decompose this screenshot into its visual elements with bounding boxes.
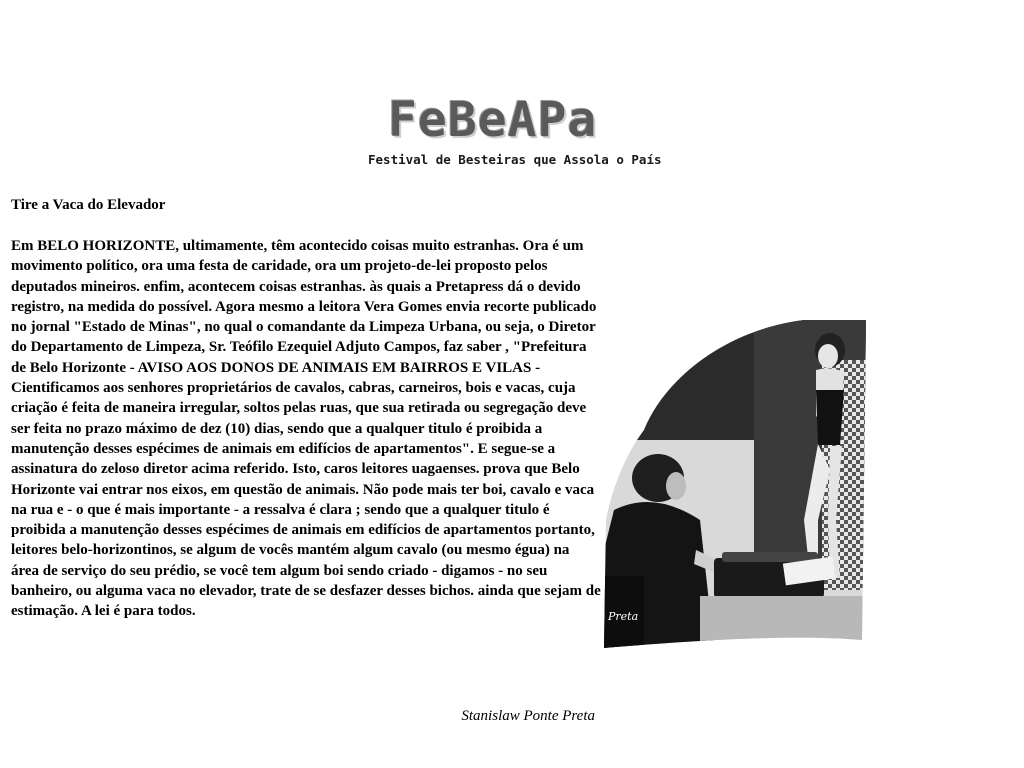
article-paragraph: Em BELO HORIZONTE, ultimamente, têm acontecido coisas muito estranhas. Ora é um movimento político, ora uma festa de caridade, ora um projeto-de-lei proposto pelos deputados mineiros. enfim, acontecem coisas estranhas. às quais a Pretapress dá o devido registro, na medida do possível. Agora mesmo a leitora Vera Gomes envia recorte publicado no jornal "Estado de Minas", no qual o comandante da Limpeza Urbana, ou seja, o Diretor do Departamento de Limpeza, Sr. Teófilo Ezequiel Adjuto Campos, faz saber , "Prefeitura de Belo Horizonte - AVISO AOS DONOS DE ANIMAIS EM BAIRROS E VILAS - Cientificamos aos senhores proprietários de cavalos, cabras, carneiros, bois e vacas, cuja criação é feita de maneira irregular, soltos pelas ruas, que sua retirada ou segregação deve ser feita no prazo máximo de dez (10) dias, sendo que a qualquer titulo é proibida a manutenção desses espécimes de animais em edifícios de apartamentos". E segue-se a assinatura do zeloso diretor acima referido. Isto, caros leitores uagaenses. prova que Belo Horizonte vai entrar nos eixos, em questão de animais. Não pode mais ter boi, cavalo e vaca na rua e - o que é mais importante - a ressalva é clara ; sendo que a qualquer titulo é proibida a manutenção desses espécimes de animais em edifícios de apartamentos portanto, leitores belo-horizontinos, se algum de vocês mantém algum cavalo (ou mesmo égua) na área de serviço do seu prédio, se você tem algum boi sendo criado - digamos - no seu banheiro, ou alguma vaca no elevador, trate de se desfazer desses bichos. ainda que sejam de estimação. A lei é para todos. [11, 238, 601, 620]
febeapa-logo [360, 90, 690, 176]
logo-subtitle: Festival de Besteiras que Assola o País [368, 152, 662, 167]
typewriter [714, 552, 835, 598]
typewriter-photo [604, 320, 866, 648]
chair-text: Preta [608, 610, 639, 623]
author-signature: Stanislaw Ponte Preta [461, 708, 595, 724]
logo-title: FeBeAPa [388, 92, 598, 148]
article-title: Tire a Vaca do Elevador [11, 197, 166, 213]
article-body [11, 236, 601, 622]
